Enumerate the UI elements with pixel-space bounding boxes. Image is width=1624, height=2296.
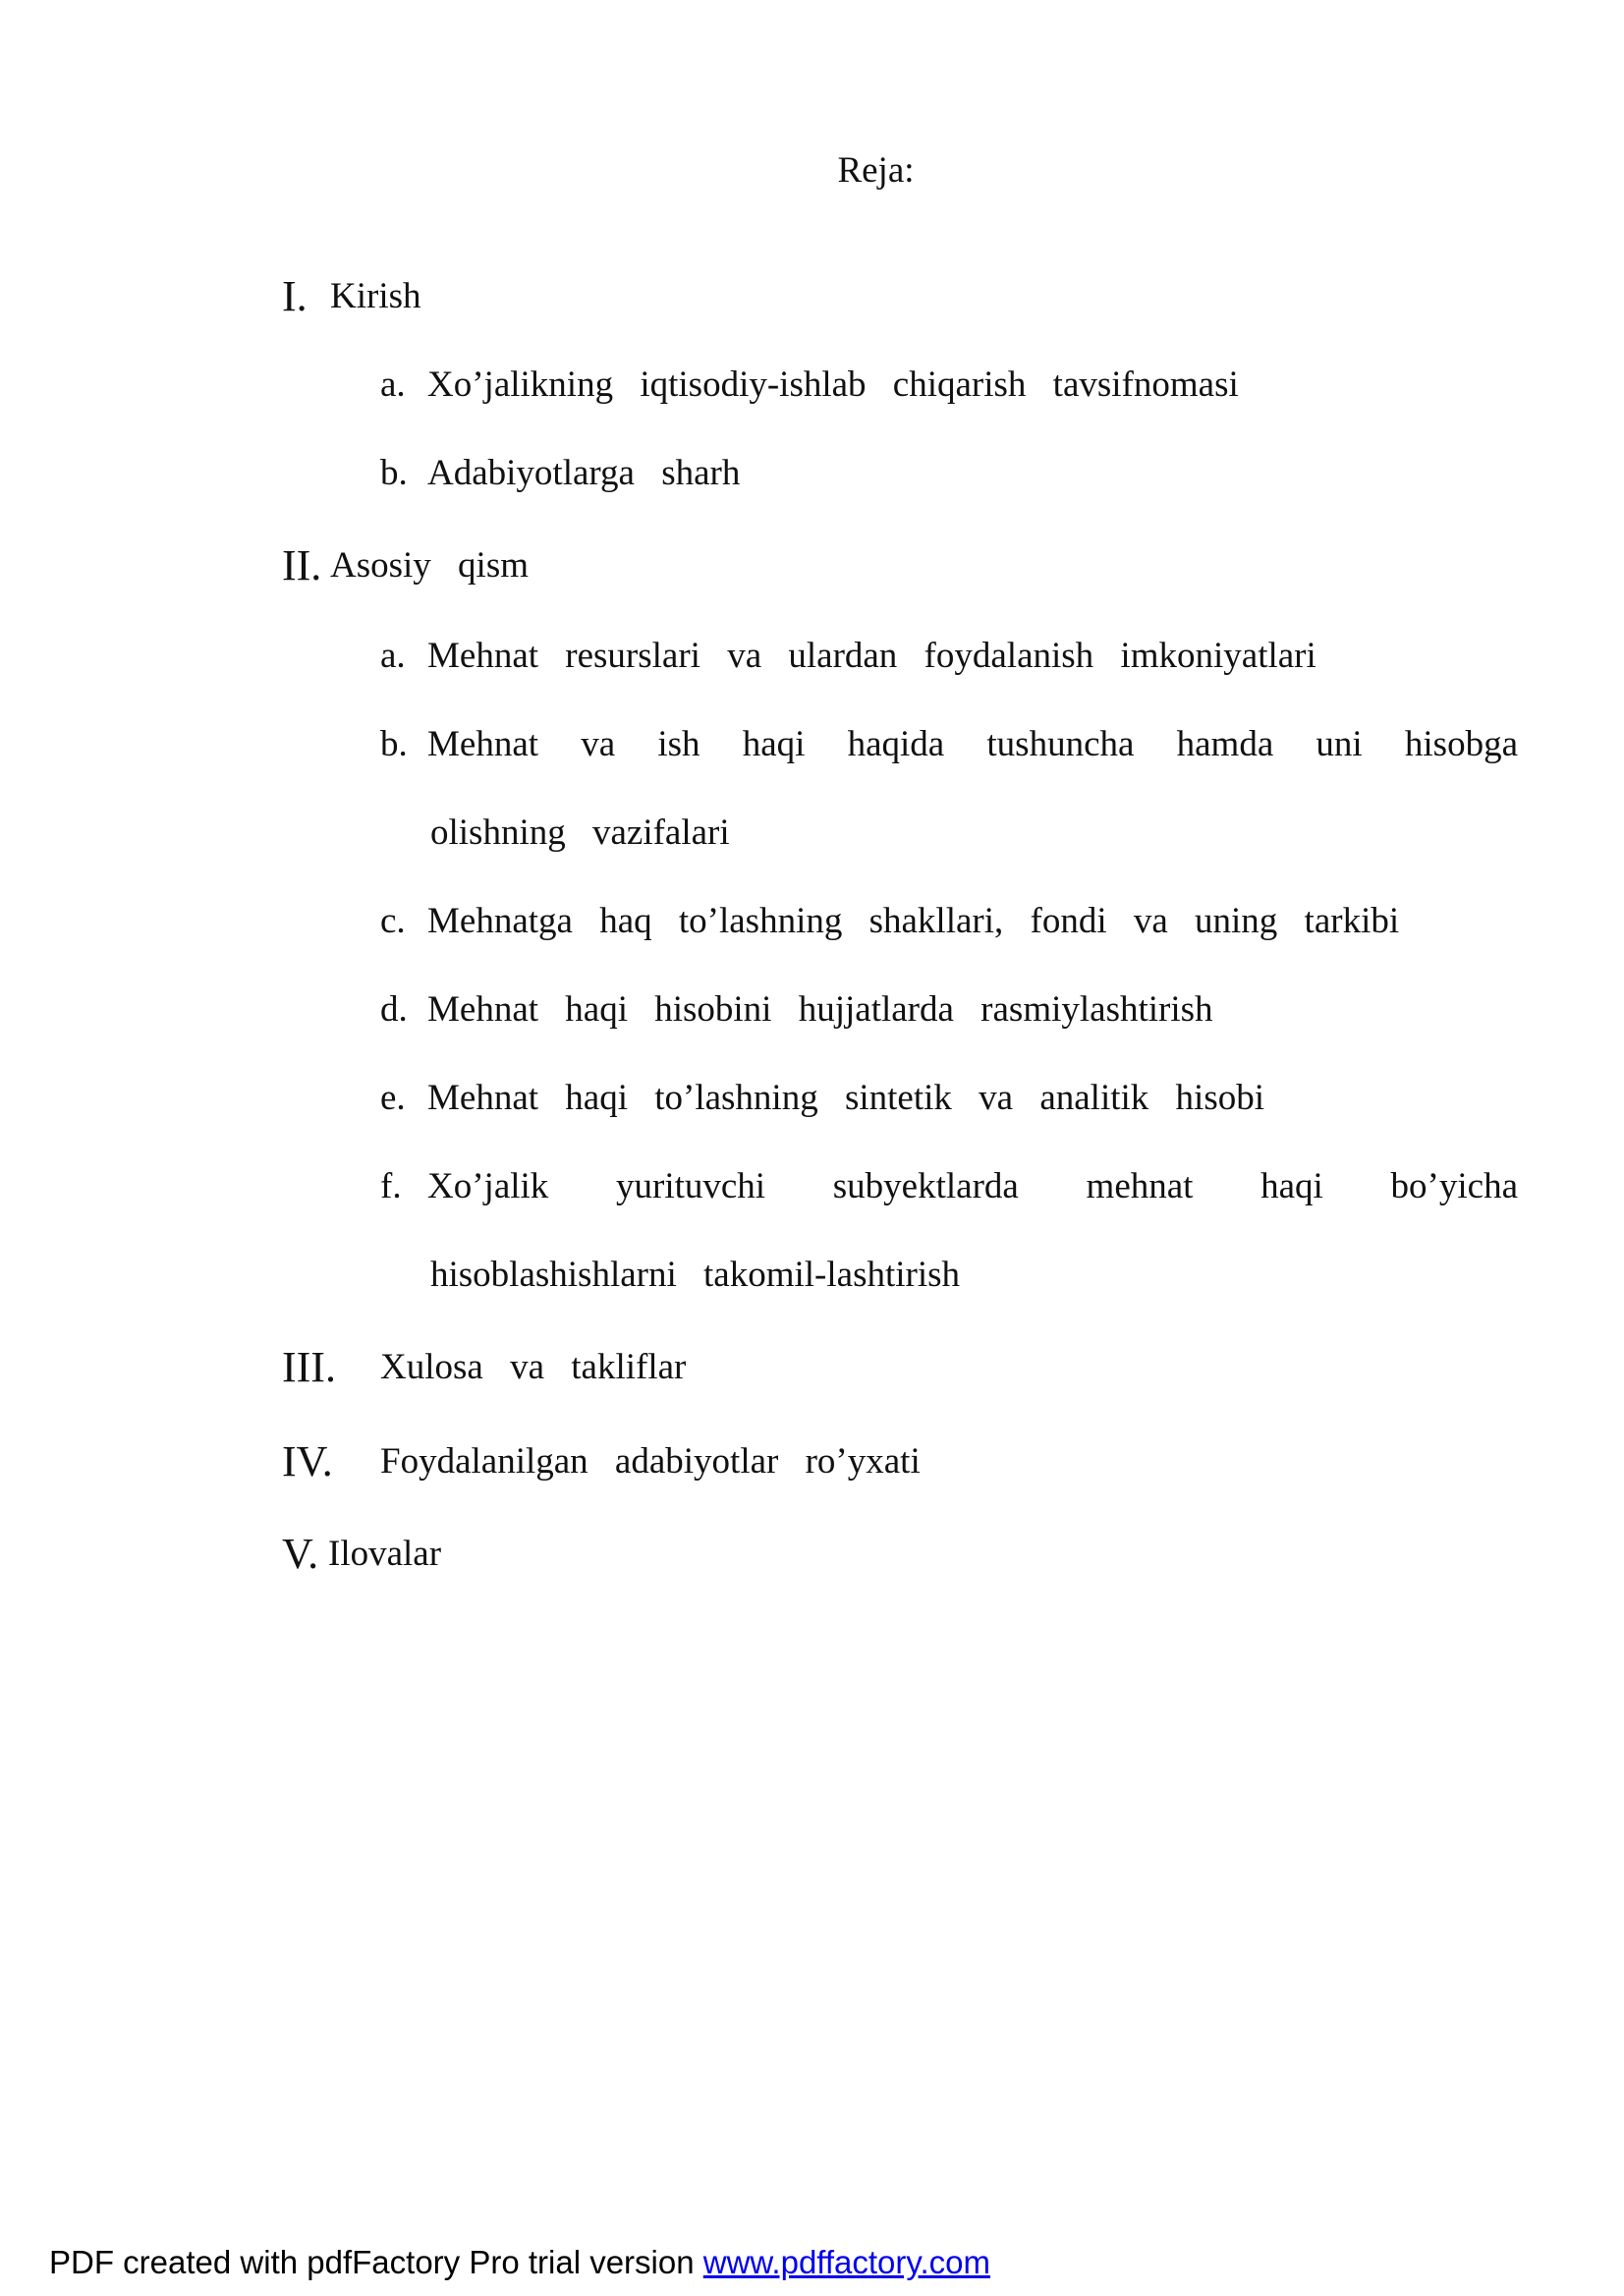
item-letter: f. — [380, 1166, 402, 1206]
item-text-continuation: hisoblashishlarni takomil-lashtirish — [430, 1255, 961, 1295]
item-text: Adabiyotlarga sharh — [427, 453, 741, 493]
footer-link[interactable]: www.pdffactory.com — [702, 2244, 990, 2280]
item-letter: a. — [380, 636, 406, 676]
section-2-label: Asosiy qism — [330, 545, 530, 586]
item-letter: a. — [380, 364, 406, 405]
item-letter: e. — [380, 1078, 406, 1118]
section-3-numeral: III. — [282, 1343, 336, 1391]
item-text: Xo’jalikning iqtisodiy-ishlab chiqarish tavsifnomasi — [427, 364, 1239, 405]
item-text: Xo’jalik yurituvchi subyektlarda mehnat haqi bo’yicha — [427, 1166, 1518, 1206]
section-1-label: Kirish — [330, 276, 421, 316]
item-text: Mehnat va ish haqi haqida tushuncha hamda uni hisobga — [427, 724, 1518, 764]
item-letter: b. — [380, 724, 408, 764]
item-letter: c. — [380, 901, 406, 941]
pdf-footer — [49, 2243, 990, 2282]
document-title: Reja: — [837, 150, 915, 191]
item-letter: b. — [380, 453, 408, 493]
item-text: Mehnat resurslari va ulardan foydalanish imkoniyatlari — [427, 636, 1316, 676]
item-text-continuation: olishning vazifalari — [430, 812, 730, 853]
item-letter: d. — [380, 989, 408, 1030]
footer-text: PDF created with pdfFactory Pro trial version — [49, 2244, 703, 2280]
item-text: Mehnatga haq to’lashning shakllari, fondi va uning tarkibi — [427, 901, 1400, 941]
section-5-label: Ilovalar — [328, 1534, 442, 1574]
section-4-numeral: IV. — [282, 1437, 333, 1485]
section-1-numeral: I. — [282, 272, 308, 320]
section-2-numeral: II. — [282, 541, 322, 589]
section-4-label: Foydalanilgan adabiyotlar ro’yxati — [380, 1441, 921, 1482]
item-text: Mehnat haqi to’lashning sintetik va analitik hisobi — [427, 1078, 1264, 1118]
section-5-numeral: V. — [282, 1530, 319, 1578]
section-3-label: Xulosa va takliflar — [380, 1347, 687, 1387]
item-text: Mehnat haqi hisobini hujjatlarda rasmiylashtirish — [427, 989, 1213, 1030]
